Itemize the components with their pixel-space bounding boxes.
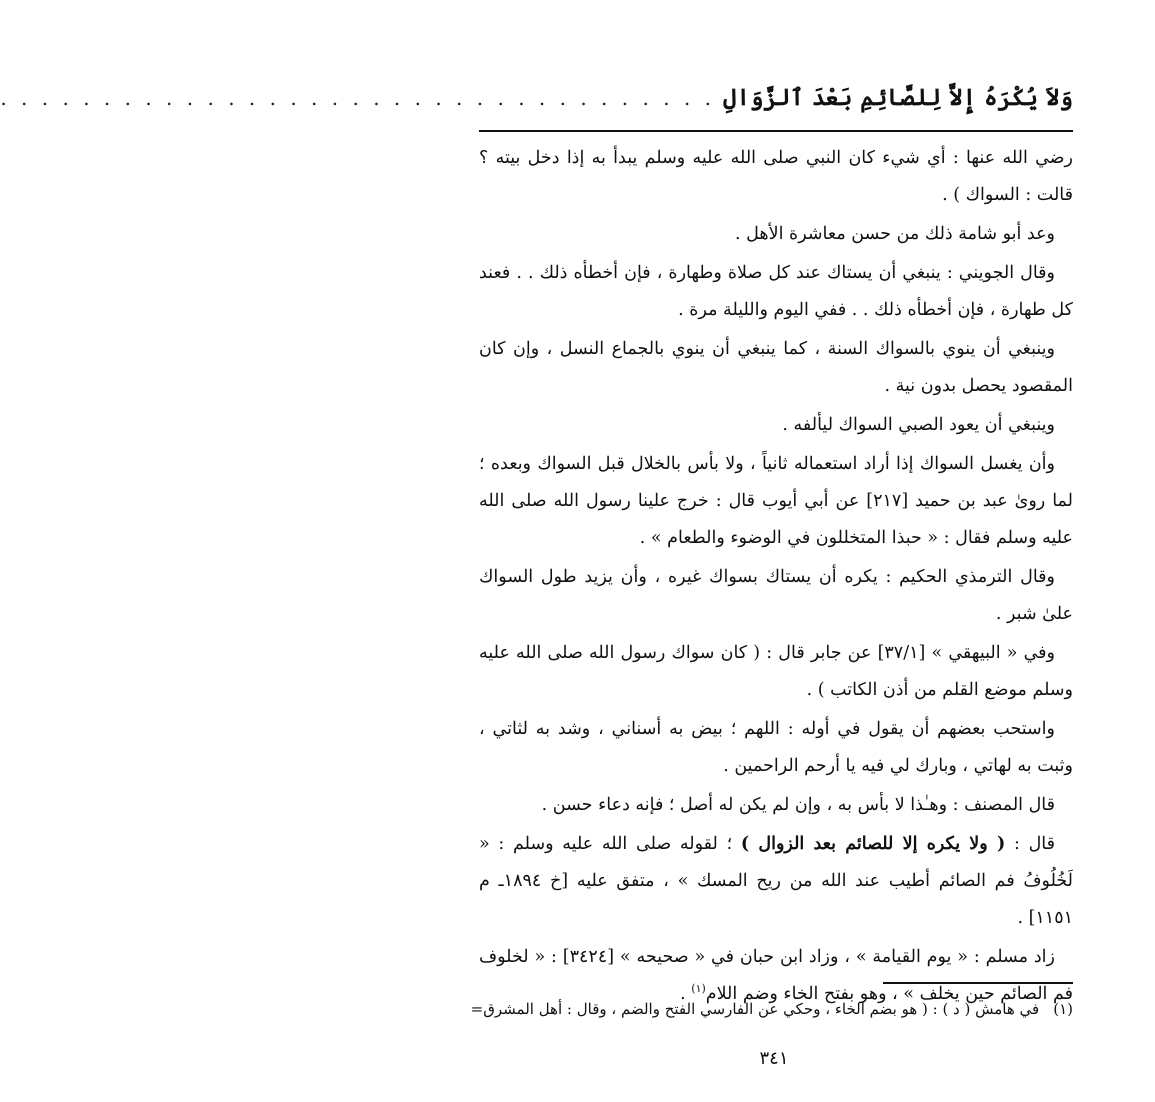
footnote-rule xyxy=(883,982,1073,984)
running-header xyxy=(0,78,1073,114)
paragraph-12-end: . xyxy=(680,984,692,1004)
paragraph-2: وعد أبو شامة ذلك من حسن معاشرة الأهل . xyxy=(735,224,1055,244)
page-number: ٣٤١ xyxy=(759,1048,789,1069)
paragraph-3: وقال الجويني : ينبغي أن يستاك عند كل صلاة وطهارة ، فإن أخطأه ذلك . . فعند كل طهارة ، فإن أخطأه ذلك . . ففي اليوم والليلة مرة . xyxy=(479,263,1073,320)
paragraph-8: وفي « البيهقي » [٣٧/١] عن جابر قال : ( كان سواك رسول الله صلى الله عليه وسلم موضع القلم من أذن الكاتب ) . xyxy=(479,643,1073,700)
paragraph-4: وينبغي أن ينوي بالسواك السنة ، كما ينبغي أن ينوي بالجماع النسل ، وإن كان المقصود يحصل بدون نية . xyxy=(479,339,1073,396)
footnote-number: (١) xyxy=(1053,1000,1073,1018)
header-rule xyxy=(479,130,1073,132)
header-title: وَلاَ يُكْرَهُ إِلاَّ لِلصَّائِمِ بَعْدَ ٱلزَّوَالِ xyxy=(723,84,1073,111)
paragraph-9: واستحب بعضهم أن يقول في أوله : اللهم ؛ بيض به أسناني ، وشد به لثاتي ، وثبت به لهاتي ، وبارك لي فيه يا أرحم الراحمين . xyxy=(479,719,1073,776)
paragraph-5: وينبغي أن يعود الصبي السواك ليألفه . xyxy=(782,415,1055,435)
footnote-text: في هامش ( د ) : ( هو بضم الخاء ، وحكي عن الفارسي الفتح والضم ، وقال : أهل المشرق= xyxy=(470,1000,1040,1018)
main-text xyxy=(479,140,1073,1015)
paragraph-10: قال المصنف : وهـٰذا لا بأس به ، وإن لم يكن له أصل ؛ فإنه دعاء حسن . xyxy=(541,795,1055,815)
paragraph-11 xyxy=(479,826,1073,937)
paragraph-11-matn: ( ولا يكره إلا للصائم بعد الزوال ) xyxy=(740,834,1006,854)
paragraph-7: وقال الترمذي الحكيم : يكره أن يستاك بسواك غيره ، وأن يزيد طول السواك علىٰ شبر . xyxy=(479,567,1073,624)
footnote-reference[interactable]: (١) xyxy=(691,982,706,996)
footnote xyxy=(470,996,1073,1022)
paragraph-6: وأن يغسل السواك إذا أراد استعماله ثانياً ، ولا بأس بالخلال قبل السواك وبعده ؛ لما روىٰ عبد بن حميد [٢١٧] عن أبي أيوب قال : خرج علينا رسول الله صلى الله عليه وسلم فقال : « حبذا المتخللون في الوضوء والطعام » . xyxy=(479,454,1073,548)
header-leader-dots: . . . . . . . . . . . . . . . . . . . . . . . . . . . . . . . . . . . xyxy=(0,86,715,110)
paragraph-11-start: قال : xyxy=(1005,834,1055,854)
paragraph-1: رضي الله عنها : أي شيء كان النبي صلى الله عليه وسلم يبدأ به إذا دخل بيته ؟ قالت : السواك ) . xyxy=(479,148,1073,205)
paragraph-11-rest: ؛ لقوله صلى الله عليه وسلم : « لَخُلُوفُ فم الصائم أطيب عند الله من ريح المسك » ، متفق عليه [خ ١٨٩٤ـ م ١١٥١] . xyxy=(479,834,1073,928)
paragraph-12-text: زاد مسلم : « يوم القيامة » ، وزاد ابن حبان في « صحيحه » [٣٤٢٤] : « لخلوف فم الصائم حين يخلف » ، وهو بفتح الخاء وضم اللام xyxy=(479,947,1073,1004)
